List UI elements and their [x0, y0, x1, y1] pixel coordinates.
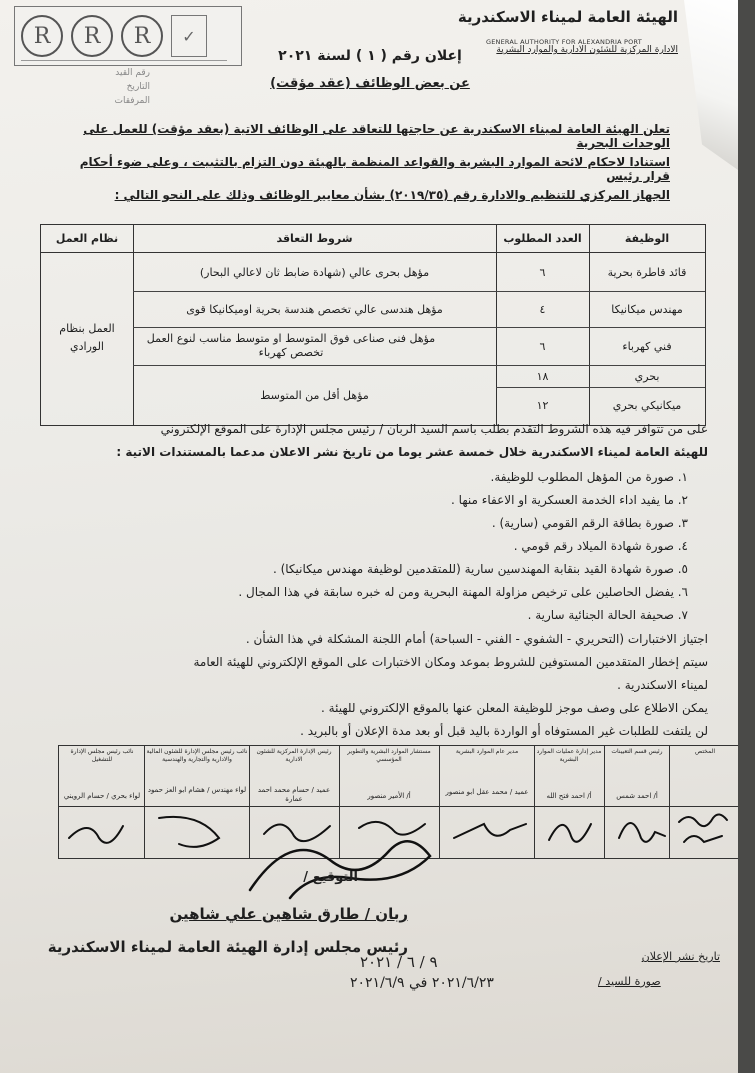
accreditation-icon: ✓ [171, 15, 207, 57]
header-job: الوظيفة [589, 225, 705, 253]
sig-name: أ/ الأمير منصور [367, 792, 411, 800]
table-row-job: فني كهرباء [622, 339, 672, 353]
header-work-system: نظام العمل [41, 225, 133, 253]
document-item: ٥. صورة شهادة القيد بنقابة المهندسين سارية (للمتقدمين لوظيفة مهندس ميكانيكا) . [272, 562, 688, 576]
publish-date: ٩ / ٦ / ٢٠٢١ [360, 953, 438, 971]
signature-stroke [69, 826, 123, 843]
signature-stroke [549, 824, 591, 842]
table-row-count: ١٨ [536, 369, 549, 383]
signature-label: التوقيع / [303, 870, 358, 885]
sig-title: نائب رئيس مجلس الإدارة للشئون المالية والادارية والتجارية والهندسية [146, 748, 248, 763]
registered-logo-1: R [21, 15, 63, 57]
table-row-job: مهندس ميكانيكا [611, 302, 683, 316]
sig-name: أ/ احمد شمس [616, 792, 658, 800]
org-name-english: GENERAL AUTHORITY FOR ALEXANDRIA PORT [486, 38, 642, 46]
intro-line-1: تعلن الهيئة العامة لميناء الاسكندرية عن حاجتها للتعاقد على الوظائف الاتية (بعقد مؤقت) للعمل على الوحدات البحرية [83, 122, 670, 150]
signature-stroke [619, 823, 665, 842]
intro-line-2: استنادا لاحكام لائحة الموارد البشرية والقواعد المنظمة بالهيئة دون التزام بالتثبيت ، وعلى ضوء أحكام قرار رئيس [79, 155, 670, 183]
header-conditions: شروط التعاقد [133, 225, 496, 253]
page-curl [678, 0, 738, 170]
org-name-arabic: الهيئة العامة لميناء الاسكندرية [457, 8, 678, 26]
table-row-count: ٤ [539, 302, 546, 316]
handwritten-date-note: ٢٠٢١/٦/٢٣ في ٢٠٢١/٦/٩ [350, 975, 494, 991]
sig-title: رئيس الإدارة المركزية للشئون الادارية [256, 748, 332, 763]
department-name: الادارة المركزية للشئون الادارية والموارد البشرية [496, 45, 678, 55]
document-item: ١. صورة من المؤهل المطلوب للوظيفة. [490, 470, 688, 484]
apply-instruction-1: على من تتوافر فيه هذه الشروط التقدم بطلب باسم السيد الربان / رئيس مجلس الإدارة على الموقع الإلكتروني [160, 422, 708, 436]
jobs-table [40, 224, 706, 426]
sig-row-divider [59, 806, 738, 807]
registered-logo-2: R [71, 15, 113, 57]
announcement-title: إعلان رقم ( ١ ) لسنة ٢٠٢١ [278, 48, 462, 64]
certification-logos [14, 6, 242, 66]
document-item: ٣. صورة بطاقة الرقم القومي (سارية) . [491, 516, 688, 530]
sig-title: مدير إدارة عمليات الموارد البشرية [536, 748, 602, 763]
note-item: سيتم إخطار المتقدمين المستوفين للشروط بموعد ومكان الاختبارات على الموقع الإلكتروني للهيئة العامة [193, 655, 708, 669]
ref-number-label: رقم القيد [115, 68, 150, 78]
apply-instruction-2: للهيئة العامة لميناء الاسكندرية خلال خمسة عشر يوما من تاريخ نشر الاعلان مدعما بالمستندات الاتية : [116, 445, 708, 459]
announcement-subtitle: عن بعض الوظائف (عقد مؤقت) [270, 76, 470, 91]
table-row-count: ٦ [539, 339, 546, 353]
document-item: ٦. يفضل الحاصلين على ترخيص مزاولة المهنة البحرية ومن له خبره سابقة في هذا المجال . [238, 585, 688, 599]
ref-date-label: التاريخ [126, 82, 150, 92]
sig-title: مستشار الموارد البشرية والتطوير المؤسسي [347, 748, 431, 763]
copy-to-label: صورة للسيد / [598, 975, 661, 988]
header-count: العدد المطلوب [496, 225, 589, 253]
sig-name: أ/ احمد فتح الله [546, 792, 592, 800]
signature-stroke [679, 814, 727, 826]
table-row-conditions: مؤهل هندسى عالي تخصص هندسة بحرية اوميكانيكا قوى [186, 302, 443, 316]
table-row-count: ٦ [539, 265, 546, 279]
sig-name: لواء مهندس / هشام ابو العز حمود [147, 786, 247, 794]
reference-fields [40, 66, 150, 108]
sig-title: نائب رئيس مجلس الإدارة للتشغيل [70, 748, 134, 763]
document-item: ٢. ما يفيد اداء الخدمة العسكرية او الاعفاء منها . [451, 493, 688, 507]
sig-title: مدير عام الموارد البشرية [455, 748, 519, 755]
document-item: ٤. صورة شهادة الميلاد رقم قومي . [513, 539, 688, 553]
table-row-count: ١٢ [536, 398, 549, 412]
table-row-job: بحري [634, 369, 660, 383]
table-row-job: قائد قاطرة بحرية [607, 265, 687, 279]
document-item: ٧. صحيفة الحالة الجنائية سارية . [527, 608, 688, 622]
signature-stroke [684, 836, 722, 842]
registered-logo-3: R [121, 15, 163, 57]
sig-title: رئيس قسم التعيينات [611, 748, 663, 755]
sig-name: لواء بحري / حسام الرويني [63, 792, 141, 800]
note-item: لميناء الاسكندرية . [617, 678, 708, 692]
logo-rule [21, 60, 227, 61]
ref-attachments-label: المرفقات [114, 96, 150, 106]
intro-line-3: الجهاز المركزي للتنظيم والادارة رقم (٢٠١٩/٣٥) بشأن معايير الوظائف وذلك على النحو التالي : [114, 188, 670, 202]
sig-name: عميد / محمد عقل ابو منصور [445, 788, 529, 796]
table-row-conditions: مؤهل فنى صناعى فوق المتوسط او متوسط مناسب لنوع العمل تخصص كهرباء [146, 332, 436, 359]
note-item: لن يلتفت للطلبات غير المستوفاه أو الواردة باليد قبل أو بعد مدة الإعلان أو بالبريد . [300, 724, 708, 738]
work-system-cell: العمل بنظام الورادي [59, 322, 115, 353]
chairman-signature [240, 830, 480, 910]
table-row-conditions: مؤهل أقل من المتوسط [260, 388, 369, 402]
signer-name: ربان / طارق شاهين علي شاهين [169, 905, 408, 923]
table-row-conditions: مؤهل بحرى عالي (شهادة ضابط ثان لاعالي البحار) [199, 265, 430, 279]
publish-date-block [490, 950, 720, 963]
note-item: اجتياز الاختبارات (التحريري - الشفوي - الفني - السباحة) أمام اللجنة المشكلة في هذا الشأن . [245, 632, 708, 646]
signature-stroke [159, 817, 219, 847]
signer-title: رئيس مجلس إدارة الهيئة العامة لميناء الاسكندرية [47, 938, 408, 956]
sig-name: عميد / حسام محمد احمد عمارة [257, 786, 331, 803]
sig-title: المختص [695, 748, 715, 755]
publish-label: تاريخ نشر الإعلان [641, 950, 720, 963]
table-row-job: ميكانيكي بحري [612, 398, 682, 412]
note-item: يمكن الاطلاع على وصف موجز للوظيفة المعلن عنها بالموقع الإلكتروني للهيئة . [321, 701, 708, 715]
